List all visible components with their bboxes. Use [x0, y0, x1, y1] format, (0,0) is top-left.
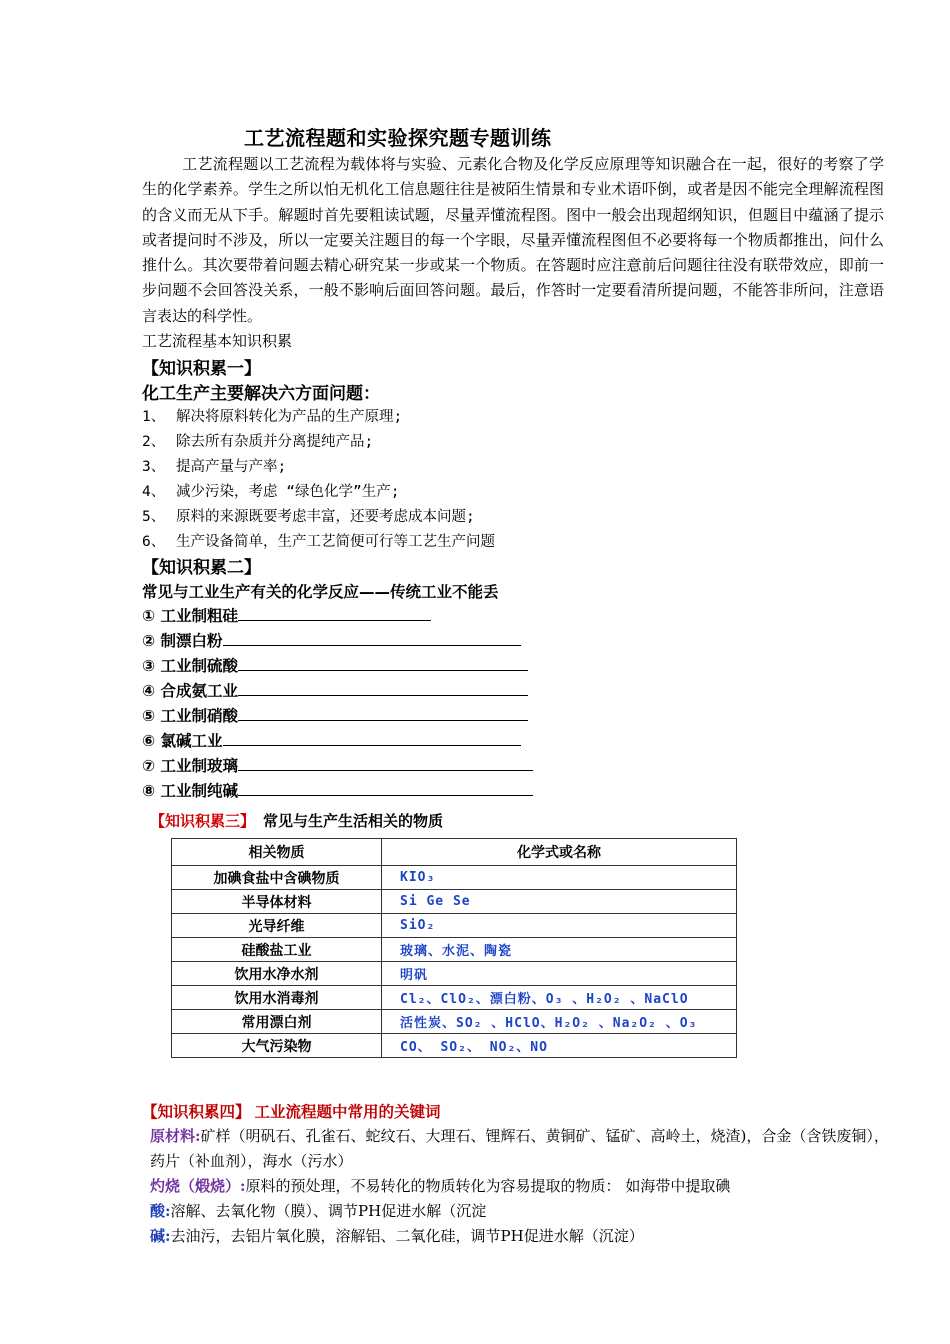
answer-blank[interactable] — [238, 604, 431, 621]
table-row: 大气污染物 CO、 SO₂、 NO₂、NO — [172, 1034, 737, 1058]
k1-item: 1、 解决将原料转化为产品的生产原理; — [142, 409, 403, 425]
table-row: 硅酸盐工业 玻璃、水泥、陶瓷 — [172, 938, 737, 962]
k2-item: ① 工业制粗硅 — [142, 604, 431, 626]
intro-paragraph — [142, 152, 884, 329]
page-title: 工艺流程题和实验探究题专题训练 — [244, 126, 552, 150]
table-row: 常用漂白剂 活性炭、SO₂ 、HClO、H₂O₂ 、Na₂O₂ 、O₃ — [172, 1010, 737, 1034]
table-row: 饮用水净水剂 明矾 — [172, 962, 737, 986]
k2-item: ④ 合成氨工业 — [142, 679, 528, 701]
k2-item: ⑧ 工业制纯碱 — [142, 779, 533, 801]
substance-table — [171, 838, 737, 1058]
table-row: 半导体材料 Si Ge Se — [172, 890, 737, 914]
keyword-entry: 灼烧（煅烧）:原料的预处理，不易转化的物质转化为容易提取的物质： 如海带中提取碘 — [150, 1177, 731, 1195]
table-row: 饮用水消毒剂 Cl₂、ClO₂、漂白粉、O₃ 、H₂O₂ 、NaClO — [172, 986, 737, 1010]
keyword-entry: 碱:去油污，去铝片氧化膜，溶解铝、二氧化硅，调节PH促进水解（沉淀） — [150, 1227, 644, 1245]
table-header-row — [172, 839, 737, 866]
k4-subtitle: 工业流程题中常用的关键词 — [254, 1103, 441, 1121]
answer-blank[interactable] — [223, 729, 521, 746]
table-header-substance: 相关物质 — [172, 839, 382, 866]
answer-blank[interactable] — [238, 654, 528, 671]
k2-label: 【知识积累二】 — [142, 558, 261, 578]
table-row: 加碘食盐中含碘物质 KIO₃ — [172, 866, 737, 890]
answer-blank[interactable] — [238, 754, 533, 771]
answer-blank[interactable] — [238, 679, 528, 696]
k4-label: 【知识积累四】 — [142, 1103, 251, 1121]
answer-blank[interactable] — [238, 704, 528, 721]
k4-heading — [142, 1100, 441, 1122]
k2-item: ⑤ 工业制硝酸 — [142, 704, 528, 726]
k1-item: 5、 原料的来源既要考虑丰富，还要考虑成本问题; — [142, 509, 475, 525]
k2-item: ② 制漂白粉 — [142, 629, 521, 651]
k3-subtitle: 常见与生产生活相关的物质 — [263, 812, 444, 830]
k2-item: ⑦ 工业制玻璃 — [142, 754, 533, 776]
table-header-formula: 化学式或名称 — [382, 839, 737, 866]
basic-knowledge-title: 工艺流程基本知识积累 — [142, 332, 293, 350]
k3-label: 【知识积累三】 — [150, 812, 256, 830]
k3-heading — [150, 810, 443, 831]
k1-subtitle: 化工生产主要解决六方面问题： — [142, 384, 380, 404]
table-row: 光导纤维 SiO₂ — [172, 914, 737, 938]
k2-item: ③ 工业制硫酸 — [142, 654, 528, 676]
k2-item: ⑥ 氯碱工业 — [142, 729, 521, 751]
k1-item: 3、 提高产量与产率; — [142, 459, 287, 475]
k2-subtitle: 常见与工业生产有关的化学反应——传统工业不能丢 — [142, 583, 499, 601]
k1-item: 2、 除去所有杂质并分离提纯产品; — [142, 434, 374, 450]
keyword-entry: 酸:溶解、去氧化物（膜）、调节PH促进水解（沉淀 — [150, 1202, 487, 1220]
intro-text: 工艺流程题以工艺流程为载体将与实验、元素化合物及化学反应原理等知识融合在一起，很好的考察了学生的化学素养。学生之所以怕无机化工信息题往往是被陌生情景和专业术语吓倒，或者是因不能完全理解流程图的含义而无从下手。解题时首先要粗读试题，尽量弄懂流程图。图中一般会出现超纲知识，但题目中蕴涵了提示或者提问时不涉及，所以一定要关注题目的每一个字眼，尽量弄懂流程图但不必要将每一个物质都推出，问什么推什么。其次要带着问题去精心研究某一步或某一个物质。在答题时应注意前后问题往往没有联带效应，即前一步问题不会回答没关系，一般不影响后面回答问题。最后，作答时一定要看清所提问题，不能答非所问，注意语言表达的科学性。 — [142, 155, 884, 325]
k1-item: 4、 减少污染，考虑 “绿色化学”生产; — [142, 484, 400, 500]
answer-blank[interactable] — [223, 629, 521, 646]
k1-item: 6、 生产设备简单，生产工艺简便可行等工艺生产问题 — [142, 534, 495, 550]
k1-label: 【知识积累一】 — [142, 359, 261, 379]
answer-blank[interactable] — [238, 779, 533, 796]
keyword-entry: 原材料:矿样（明矾石、孔雀石、蛇纹石、大理石、锂辉石、黄铜矿、锰矿、高岭土，烧渣)，合金（含铁废铜），药片（补血剂），海水（污水） — [150, 1127, 889, 1170]
